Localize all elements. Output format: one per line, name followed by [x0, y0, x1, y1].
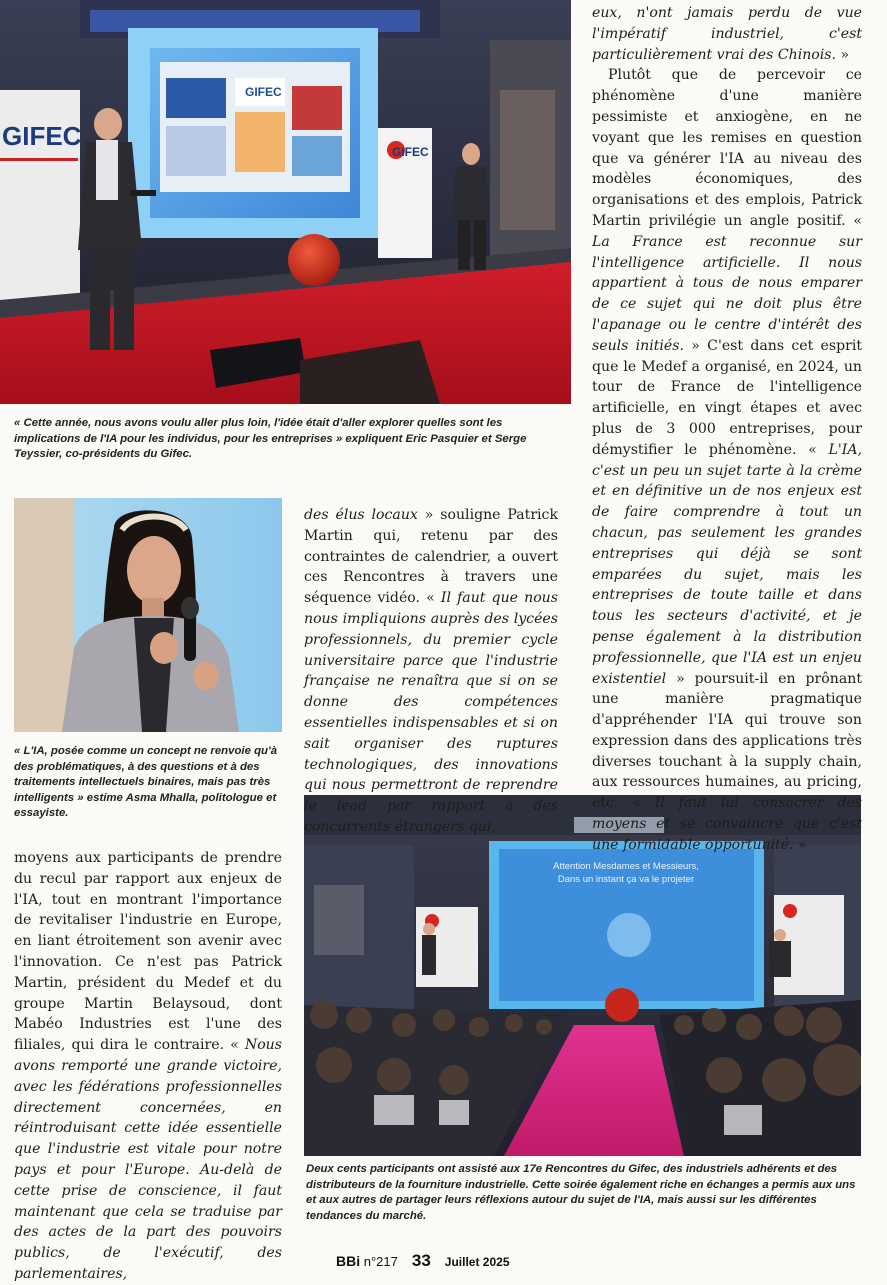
stage-photo-illustration [0, 0, 571, 404]
right-col-end: » [798, 836, 807, 853]
left-col-text: moyens aux participants de prendre du recul par rapport aux enjeux de l'IA, tout en montrant l'importance de revitaliser l'industrie en Europe, en liant étroitement son avenir avec l'innovation. Ce n'est pas Patrick Martin, président du Medef et du groupe Martin Belaysoud, dont Mabéo Industries est l'une des filiales, qui dira le contraire. « [14, 850, 282, 1054]
article-column-right [592, 3, 862, 856]
speaker-photo-illustration [14, 498, 282, 732]
stage-photo [0, 0, 571, 404]
audience-photo-caption: Deux cents participants ont assisté aux 17e Rencontres du Gifec, des industriels adhérents et des distributeurs de la fourniture industrielle. Cette soirée également riche en échanges a permis aux uns et aux autres de partager leurs réflexions autour du sujet de l'IA, mais aussi sur les différentes tendances du marché. [306, 1163, 856, 1222]
page-footer [336, 1251, 510, 1271]
left-col-quote: Nous avons remporté une grande victoire, avec les fédérations professionnelles directement concernées, en réintroduisant cette idée essentielle que l'industrie est vitale pour notre pays et pour l'Europe. Au-delà de cette prise de conscience, il faut maintenant que cela se traduise par des actes de la part des pouvoirs publics, de l'exécutif, des parlementaires, [14, 1037, 282, 1282]
screen-line-2: Dans un instant ça va le projeter [557, 874, 695, 885]
right-col-text-2: » C'est dans cet esprit que le Medef a organisé, en 2024, un tour de France de l'intelligence artificielle, en vingt étapes et avec plus de 3 000 entreprises, pour démystifier le phénomène. « [592, 337, 863, 458]
right-col-text-1: Plutôt que de percevoir ce phénomène d'une manière pessimiste et anxiogène, en ne voyant que les remises en question que va générer l'IA au niveau des modèles économiques, des organisations et des emplois, Patrick Martin privilégie un angle positif. « [592, 67, 862, 229]
article-column-middle [304, 505, 558, 838]
banner-logo: GIFEC [2, 121, 82, 151]
screen-line-1: Attention Mesdames et Messieurs, [553, 861, 699, 872]
speaker-photo [14, 498, 282, 732]
right-col-quote-close: » [840, 46, 850, 63]
screen-logo: GIFEC [245, 85, 282, 99]
article-column-left [14, 848, 282, 1285]
right-col-text-3: » poursuit-il en prônant une manière pragmatique d'appréhender l'IA qui trouve son expression dans des applications très diverses touchant à la supply chain, aux ressources humaines, au pricing, etc. « [592, 670, 863, 812]
speaker-photo-caption: « L'IA, posée comme un concept ne renvoie qu'à des problématiques, à des questions et à des traitements intellectuels binaires, mais pas très intelligents » estime Asma Mhalla, politologue et essayiste. [14, 745, 278, 819]
issue-number: n°217 [363, 1254, 398, 1269]
page-number: 33 [411, 1251, 431, 1270]
magazine-name: BBi [336, 1253, 361, 1269]
middle-col-quote: Il faut que nous nous impliquions auprès des lycées professionnels, du premier cycle universitaire parce que l'industrie française ne renaîtra que si on se donne des compétences essentielles indispensables et si on sait organiser des ruptures technologiques, des innovations qui nous permettront de reprendre le lead par rapport à des concurrents étrangers qui, [304, 590, 558, 835]
stand-logo: GIFEC [392, 145, 429, 159]
issue-date: Juillet 2025 [444, 1255, 510, 1269]
right-col-quote-3: Il faut lui consacrer des moyens et se convaincre que c'est une formidable opportunité. [592, 795, 863, 853]
right-col-quote-1: La France est reconnue sur l'intelligence artificielle. Il nous appartient à tous de nous emparer de ce sujet qui ne doit plus être l'apanage ou le centre d'intérêt des seuls initiés. [592, 233, 862, 354]
stage-photo-caption: « Cette année, nous avons voulu aller plus loin, l'idée était d'aller explorer quelles sont les implications de l'IA pour les individus, pour les entreprises » expliquent Eric Pasquier et Serge Teyssier, co-présidents du Gifec. [14, 417, 527, 460]
middle-col-quote-end: des élus locaux [304, 507, 418, 523]
right-col-quote-start: eux, n'ont jamais perdu de vue l'impératif industriel, c'est particulièrement vrai des Chinois. [592, 5, 862, 63]
right-col-quote-2: L'IA, c'est un peu un sujet tarte à la crème et en définitive un de nos enjeux est de faire comprendre à tout un chacun, pas seulement les grandes entreprises qui déjà se sont emparées du sujet, mais les entreprises de toute taille et dans tous les secteurs d'activité, et je pense également à la distribution professionnelle, que l'IA est un enjeu existentiel [592, 441, 862, 687]
middle-col-text: » souligne Patrick Martin qui, retenu par des contraintes de calendrier, a ouvert ces Rencontres à travers une séquence vidéo. « [304, 507, 558, 607]
